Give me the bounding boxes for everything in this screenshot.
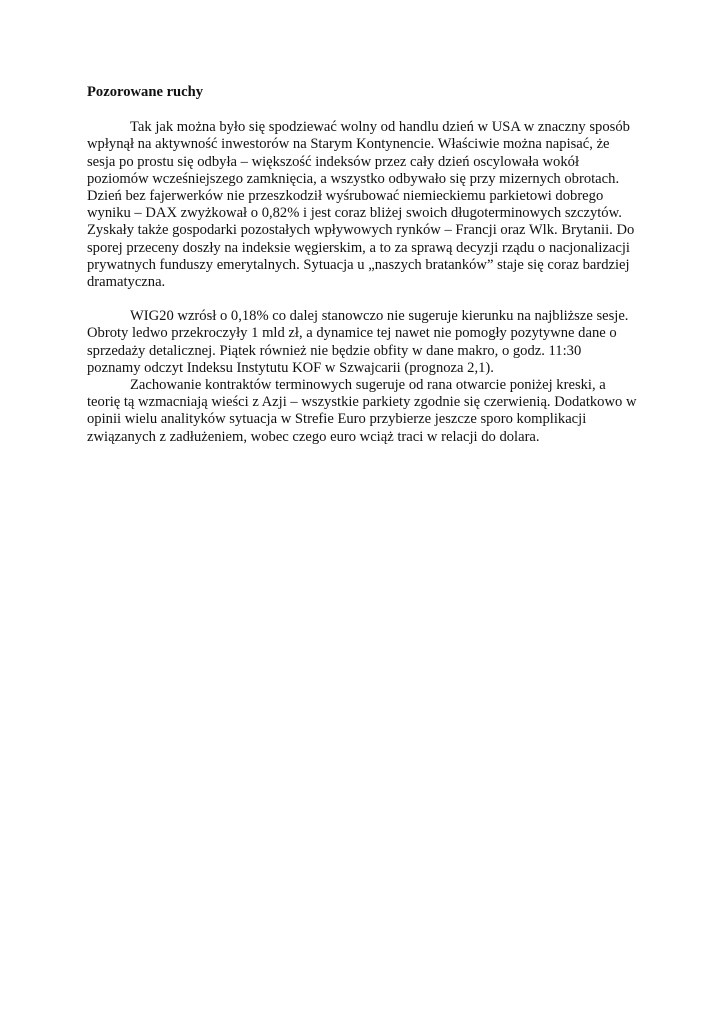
- text-line: opinii wielu analityków sytuacja w Strefie Euro przybierze jeszcze sporo komplikacji: [87, 411, 587, 428]
- text-line: sporej przeceny doszły na indeksie węgierskim, a to za sprawą decyzji rządu o nacjonalizacji: [87, 239, 630, 256]
- text-line: sprzedaży detalicznej. Piątek również nie będzie obfity w dane makro, o godz. 11:30: [87, 342, 582, 359]
- text-line: Obroty ledwo przekroczyły 1 mld zł, a dynamice tej nawet nie pomogły pozytywne dane o: [87, 325, 617, 342]
- text-line: WIG20 wzrósł o 0,18% co dalej stanowczo nie sugeruje kierunku na najbliższe sesje.: [130, 308, 629, 325]
- text-line: poznamy odczyt Indeksu Instytutu KOF w Szwajcarii (prognoza 2,1).: [87, 359, 494, 376]
- text-line: poziomów wcześniejszego zamknięcia, a wszystko odbywało się przy mizernych obrotach.: [87, 170, 620, 187]
- text-line: Tak jak można było się spodziewać wolny od handlu dzień w USA w znaczny sposób: [130, 119, 630, 136]
- document-title: Pozorowane ruchy: [87, 84, 204, 100]
- text-line: związanych z zadłużeniem, wobec czego euro wciąż traci w relacji do dolara.: [87, 428, 540, 445]
- text-line: dramatyczna.: [87, 273, 166, 290]
- document-body: [87, 84, 643, 446]
- text-line: sesja po prostu się odbyła – większość indeksów przez cały dzień oscylowała wokół: [87, 153, 580, 170]
- text-line: prywatnych funduszy emerytalnych. Sytuacja u „naszych bratanków” staje się coraz bardziej: [87, 256, 630, 273]
- paragraph-3: [87, 377, 643, 446]
- text-line: teorię tą wzmacniają wieści z Azji – wszystkie parkiety zgodnie się czerwienią. Dodatkowo w: [87, 394, 637, 411]
- text-line: Zyskały także gospodarki pozostałych wpływowych rynków – Francji oraz Wlk. Brytanii. Do: [87, 222, 635, 239]
- text-line: Zachowanie kontraktów terminowych sugeruje od rana otwarcie poniżej kreski, a: [130, 377, 606, 394]
- text-line: wpłynął na aktywność inwestorów na Starym Kontynencie. Właściwie można napisać, że: [87, 136, 610, 153]
- paragraph-spacer: [87, 291, 643, 308]
- text-line: Dzień bez fajerwerków nie przeszkodził wyśrubować niemieckiemu parkietowi dobrego: [87, 187, 604, 204]
- paragraph-1: [87, 119, 643, 291]
- paragraph-2: [87, 308, 643, 377]
- text-line: wyniku – DAX zwyżkował o 0,82% i jest coraz bliżej swoich długoterminowych szczytów.: [87, 205, 622, 222]
